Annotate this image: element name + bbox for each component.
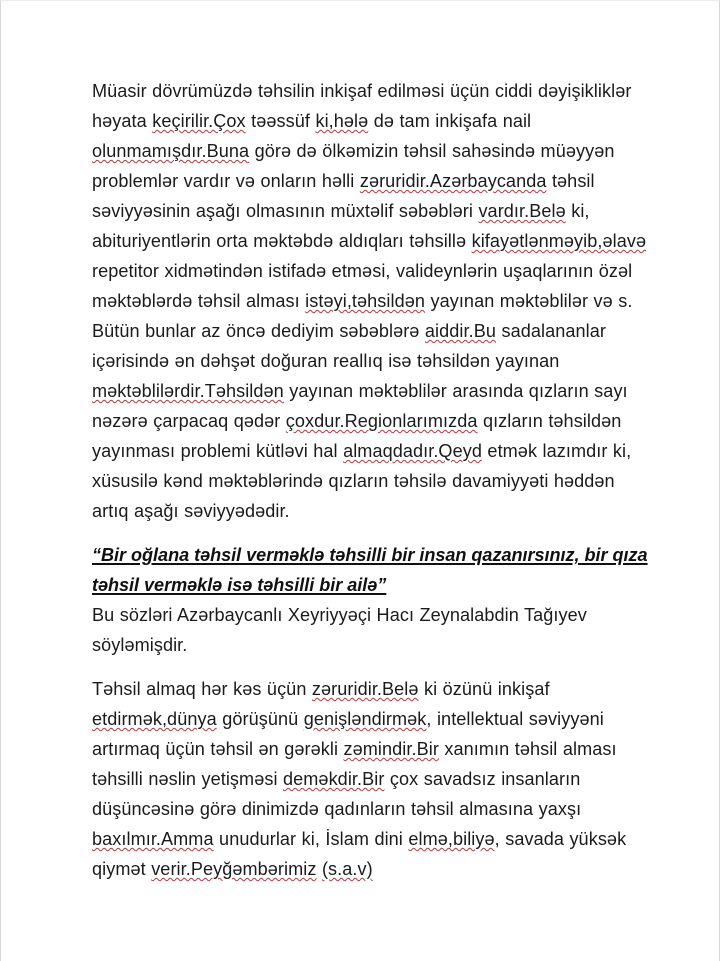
spellcheck-flagged-word: məktəblilərdir.Təhsildən (92, 381, 284, 401)
text-run: qızların təhsildən yayınması problemi kütləvi hal (92, 411, 622, 461)
text-run: Bu sözləri Azərbaycanlı Xeyriyyəçi Hacı Zeynalabdin Tağıyev söyləmişdir. (92, 605, 587, 655)
spellcheck-flagged-word: etdirmək,dünya (92, 709, 217, 729)
spellcheck-flagged-word: aiddir.Bu (424, 321, 496, 341)
spellcheck-flagged-word: genişləndirmək (303, 709, 427, 729)
spellcheck-flagged-word: vardır.Belə (478, 201, 566, 221)
text-run: unudurlar ki, İslam dini (213, 829, 409, 849)
text-run: Təhsil almaq hər kəs üçün (92, 679, 312, 699)
text-run: , savada yüksək qiymət (92, 829, 627, 879)
text-run: təəssüf (245, 111, 316, 131)
spellcheck-flagged-word: zəruridir.Azərbaycanda (359, 171, 547, 191)
text-run: sadalananlar içərisində ən dəhşət doğuran reallıq isə təhsildən yayınan (92, 321, 606, 371)
text-run: çox savadsız insanların düşüncəsinə görə dinimizdə qadınların təhsil almasına yaxşı (92, 769, 582, 819)
spellcheck-flagged-word: olunmamışdır.Buna (92, 141, 250, 161)
spellcheck-flagged-word: kifayətlənməyib,əlavə (471, 231, 647, 251)
text-run: “Bir oğlana təhsil verməklə təhsilli bir insan qazanırsınız, bir qıza təhsil verməklə isə təhsilli bir ailə” (92, 545, 648, 595)
body-paragraph (92, 600, 654, 660)
text-run: də tam inkişafa nail (368, 111, 532, 131)
text-run: təhsil səviyyəsinin aşağı olmasının müxtəlif səbəbləri (92, 171, 595, 221)
spellcheck-flagged-word: ki,hələ (315, 111, 369, 131)
body-paragraph (92, 76, 654, 526)
spellcheck-flagged-word: zəmindir.Bir (343, 739, 439, 759)
spellcheck-flagged-word: (s.a.v) (321, 859, 373, 879)
spellcheck-flagged-word: çoxdur.Regionlarımızda (285, 411, 478, 431)
text-run: ki özünü inkişaf (418, 679, 550, 699)
text-run: görüşünü (216, 709, 304, 729)
text-run: , intellektual səviyyəni artırmaq üçün təhsil ən gərəkli (92, 709, 604, 759)
pull-quote (92, 540, 654, 600)
text-run: etmək lazımdır ki, xüsusilə kənd məktəblərində qızların təhsilə davamiyyəti həddən artıq aşağı səviyyədədir. (92, 441, 632, 521)
text-run: repetitor xidmətindən istifadə etməsi, valideynlərin uşaqlarının özəl məktəblərdə təhsil alması (92, 261, 633, 311)
spellcheck-flagged-word: verir.Peyğəmbərimiz (151, 859, 317, 879)
spellcheck-flagged-word: almaqdadır.Qeyd (343, 441, 482, 461)
text-run: xanımın təhsil alması təhsilli nəslin yetişməsi (92, 739, 617, 789)
text-run: ki, abituriyentlərin orta məktəbdə aldıqları təhsillə (92, 201, 590, 251)
document-text-body[interactable] (92, 76, 654, 884)
spellcheck-flagged-word: deməkdir.Bir (283, 769, 385, 789)
text-run: yayınan məktəblilər arasında qızların sayı nəzərə çarpacaq qədər (92, 381, 628, 431)
body-paragraph (92, 674, 654, 884)
spellcheck-flagged-word: keçirilir.Çox (152, 111, 246, 131)
spellcheck-flagged-word: istəyi,təhsildən (305, 291, 425, 311)
text-run: Müasir dövrümüzdə təhsilin inkişaf edilməsi üçün ciddi dəyişikliklər həyata (92, 81, 632, 131)
page-canvas (10, 2, 712, 961)
spellcheck-flagged-word: zəruridir.Belə (311, 679, 419, 699)
text-run: yayınan məktəblilər və s. Bütün bunlar az öncə dediyim səbəblərə (92, 291, 633, 341)
text-run: görə də ölkəmizin təhsil sahəsində müəyyən problemlər vardır və onların həlli (92, 141, 615, 191)
spellcheck-flagged-word: baxılmır.Amma (92, 829, 214, 849)
spellcheck-flagged-word: elmə,biliyə (408, 829, 495, 849)
